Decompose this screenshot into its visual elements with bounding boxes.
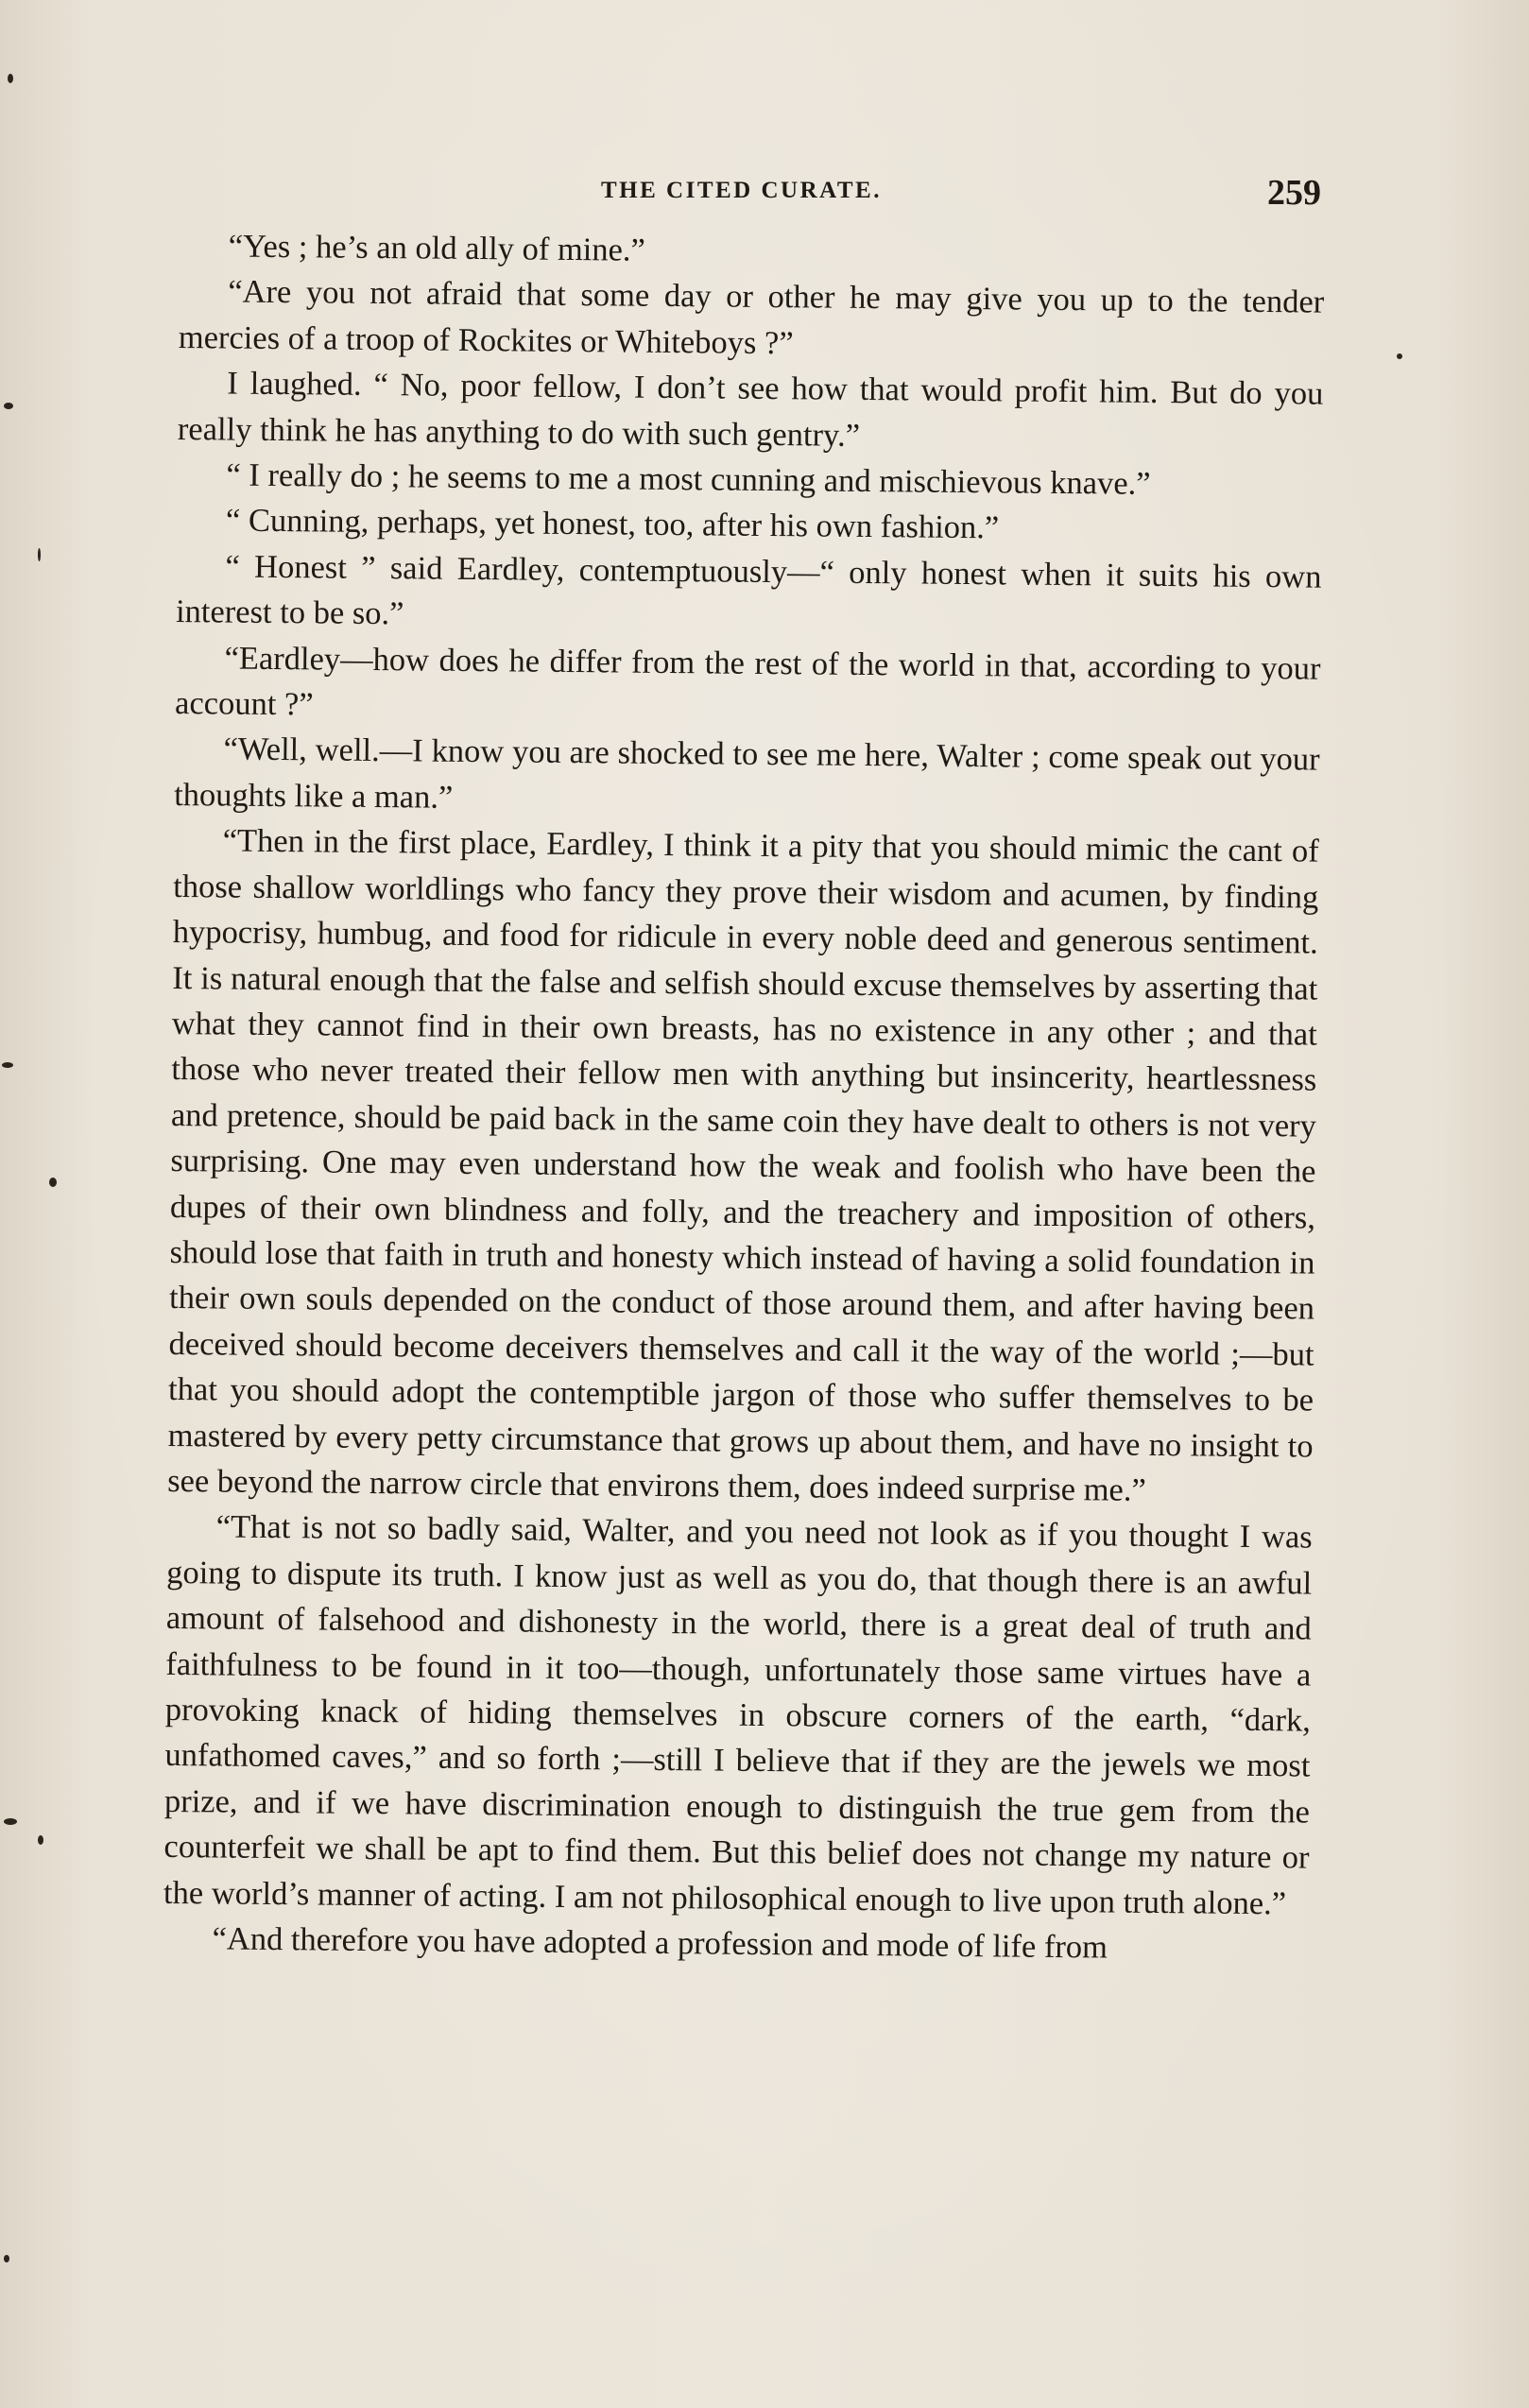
paragraph: “Yes ; he’s an old ally of mine.” <box>228 228 646 268</box>
paragraph: “Well, well.—I know you are shocked to see me here, Walter ; come speak out your thoughts like a man.” <box>174 731 1320 816</box>
running-title: THE CITED CURATE. <box>601 178 882 203</box>
paragraph: “Eardley—how does he differ from the rest of the world in that, according to your account ?” <box>174 640 1321 723</box>
body-text <box>163 223 1325 1972</box>
paragraph: “ I really do ; he seems to me a most cunning and mischievous knave.” <box>226 456 1151 502</box>
paragraph: “That is not so badly said, Walter, and you need not look as if you thought I was going to dispute its truth. I know just as well as you do, that though there is an awful amount of falsehood and dishonesty in the world, there is a great deal of truth and faithfulness to be found in it too—though, unfortunately those same virtues have a provoking knack of hiding themselves in obscure corners of the earth, “dark, unfathomed caves,” and so forth ;—still I believe that if they are the jewels we most prize, and if we have discrimination enough to distinguish the true gem from the counterfeit we shall be apt to find them. But this belief does not change my nature or the world’s manner of acting. I am not philosophical enough to live upon truth alone.” <box>163 1508 1313 1921</box>
paragraph: “Then in the first place, Eardley, I think it a pity that you should mimic the cant of those shallow worldlings who fancy they prove their wisdom and acumen, by finding hypocrisy, humbug, and food for ridicule in every noble deed and generous sentiment. It is natural enough that the false and selfish should excuse themselves by asserting that what they cannot find in their own breasts, has no existence in any other ; and that those who never treated their fellow men with anything but insincerity, heartlessness and pretence, should be paid back in the same coin they have dealt to others is not very surprising. One may even understand how the weak and foolish who have been the dupes of their own blindness and folly, and the treachery and imposition of others, should lose that faith in truth and honesty which instead of having a solid foundation in their own souls depended on the conduct of those around them, and after having been deceived should become deceivers themselves and call it the way of the world ;—but that you should adopt the contemptible jargon of those who suffer themselves to be mastered by every petty circumstance that grows up about them, and have no insight to see beyond the narrow circle that environs them, does indeed surprise me.” <box>167 822 1319 1508</box>
margin-speck <box>38 1835 43 1845</box>
page-number: 259 <box>1267 173 1321 213</box>
paragraph: “ Honest ” said Eardley, contemptuously—“ only honest when it suits his own interest to be so.” <box>175 548 1322 632</box>
paragraph: “ Cunning, perhaps, yet honest, too, after his own fashion.” <box>225 502 1000 546</box>
margin-speck <box>4 2255 9 2262</box>
margin-speck <box>1397 353 1402 359</box>
paragraph: “Are you not afraid that some day or other he may give you up to the tender mercies of a troop of Rockites or Whiteboys ?” <box>178 273 1325 362</box>
margin-speck <box>38 548 41 561</box>
margin-speck <box>2 1062 13 1068</box>
paragraph: I laughed. “ No, poor fellow, I don’t see how that would profit him. But do you really think he has anything to do with such gentry.” <box>177 365 1324 454</box>
margin-speck <box>49 1178 57 1187</box>
page-header <box>180 173 1325 225</box>
margin-speck <box>8 74 13 83</box>
margin-speck <box>4 403 13 409</box>
paragraph: “And therefore you have adopted a profession and mode of life from <box>212 1920 1108 1966</box>
margin-speck <box>4 1818 17 1825</box>
